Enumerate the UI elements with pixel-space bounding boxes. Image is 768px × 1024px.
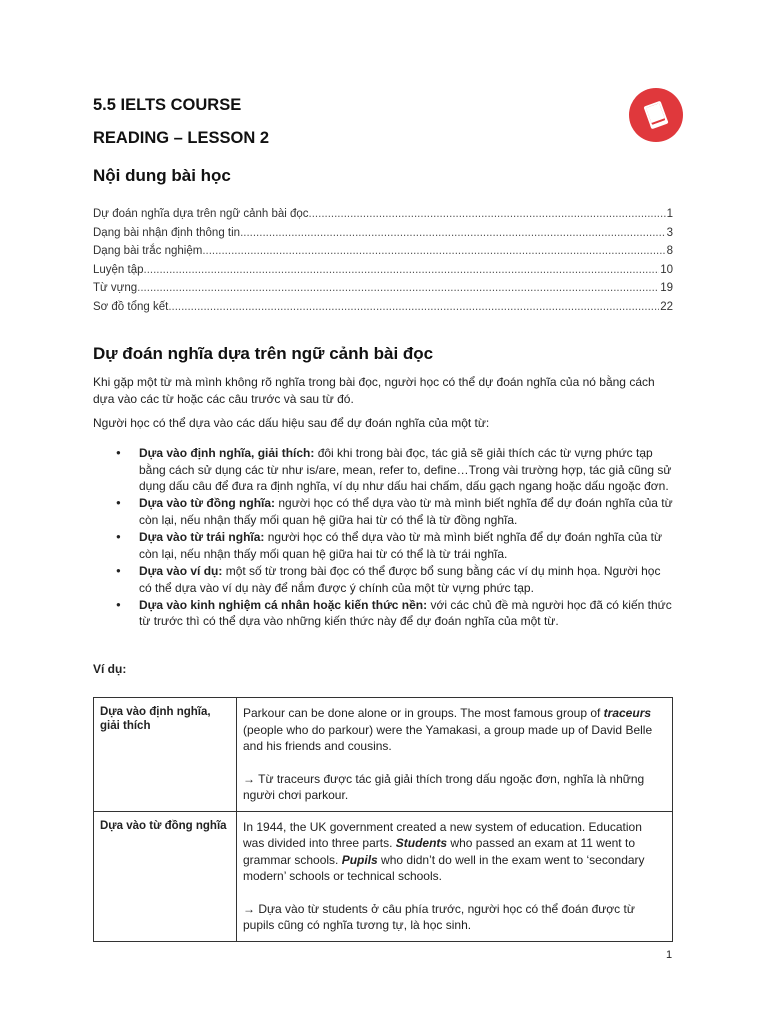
list-item: ● Dựa vào ví dụ: một số từ trong bài đọc có thể được bổ sung bằng các ví dụ minh họa. Người học có thể dựa vào ví dụ này để nắm được ý chính của một từ vựng phức tạp. <box>93 563 673 596</box>
list-item: ● Dựa vào từ trái nghĩa: người học có thể dựa vào từ mà mình biết nghĩa để dự đoán nghĩa của từ còn lại, nếu nhận thấy mối quan hệ giữa hai từ có thể là từ trái nghĩa. <box>93 529 673 562</box>
toc-item[interactable]: Từ vựng ..... 19 <box>93 282 673 301</box>
row-note: → Dựa vào từ students ở câu phía trước, người học có thể đoán được từ pupils cũng có nghĩa tương tự, là học sinh. <box>243 901 635 932</box>
tips-list <box>93 445 673 631</box>
list-item: ● Dựa vào định nghĩa, giải thích: đôi khi trong bài đọc, tác giả sẽ giải thích các từ vựng phức tạp bằng cách sử dụng các từ như is/are, mean, refer to, define…Trong vài trường hợp, tác giả cũng sử dụng dấu câu để đưa ra định nghĩa, ví dụ như dấu hai chấm, dấu gạch ngang hoặc dấu ngoặc đơn. <box>93 445 673 495</box>
example-table <box>93 697 673 942</box>
list-item: ● Dựa vào từ đồng nghĩa: người học có thể dựa vào từ mà mình biết nghĩa để dự đoán nghĩa của từ còn lại, nếu nhận thấy mối quan hệ giữa hai từ có thể là từ đồng nghĩa. <box>93 495 673 528</box>
toc-item[interactable]: Sơ đồ tổng kết ..... 22 <box>93 301 673 320</box>
logo <box>629 88 683 142</box>
row-label: Dựa vào từ đồng nghĩa <box>94 811 237 941</box>
book-icon <box>629 88 683 142</box>
section-heading: Dự đoán nghĩa dựa trên ngữ cảnh bài đọc <box>93 344 434 363</box>
table-row <box>94 811 673 941</box>
table-of-contents <box>93 208 673 320</box>
toc-item[interactable]: Dạng bài nhận định thông tin ..... 3 <box>93 227 673 246</box>
course-title: 5.5 IELTS COURSE <box>93 96 242 114</box>
page-number: 1 <box>666 949 673 961</box>
table-row <box>94 698 673 812</box>
row-content: In 1944, the UK government created a new system of education. Education was divided into three parts. Students who passed an exam at 11 went to grammar schools. Pupils who didn’t do well in the exam went to ‘secondary modern’ schools or technical schools. → Dựa vào từ students ở câu phía trước, người học có thể đoán được từ pupils cũng có nghĩa tương tự, là học sinh. <box>237 811 673 941</box>
row-content: Parkour can be done alone or in groups. The most famous group of traceurs (people who do parkour) were the Yamakasi, a group made up of David Belle and his friends and cousins. → Từ traceurs được tác giả giải thích trong dấu ngoặc đơn, nghĩa là những người chơi parkour. <box>237 698 673 812</box>
intro-paragraph: Khi gặp một từ mà mình không rõ nghĩa trong bài đọc, người học có thể dự đoán nghĩa của nó bằng cách dựa vào các từ hoặc các câu trước và sau từ đó. <box>93 375 655 406</box>
row-label: Dựa vào định nghĩa, giải thích <box>94 698 237 812</box>
toc-item[interactable]: Dự đoán nghĩa dựa trên ngữ cảnh bài đọc ..... 1 <box>93 208 673 227</box>
toc-heading: Nội dung bài học <box>93 166 231 185</box>
row-note: → Từ traceurs được tác giả giải thích trong dấu ngoặc đơn, nghĩa là những người chơi parkour. <box>243 771 645 802</box>
example-label: Ví dụ: <box>93 662 127 676</box>
signs-paragraph: Người học có thể dựa vào các dấu hiệu sau để dự đoán nghĩa của một từ: <box>93 416 490 430</box>
list-item: ● Dựa vào kinh nghiệm cá nhân hoặc kiến thức nền: với các chủ đề mà người học đã có kiến thức từ trước thì có thể dựa vào những kiến thức này để dự đoán nghĩa của một từ. <box>93 597 673 630</box>
lesson-title: READING – LESSON 2 <box>93 129 270 147</box>
toc-item[interactable]: Dạng bài trắc nghiệm ..... 8 <box>93 245 673 264</box>
toc-item[interactable]: Luyện tập ..... 10 <box>93 264 673 283</box>
